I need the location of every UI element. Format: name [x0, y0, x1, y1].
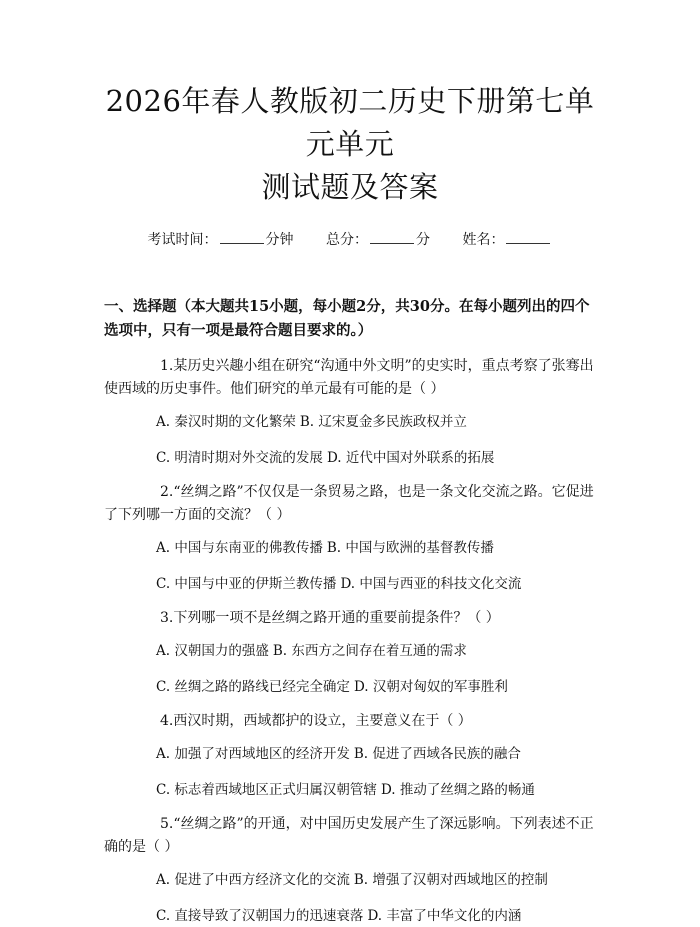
- option-row: [156, 411, 596, 433]
- section-heading: 一、选择题（本大题共15小题，每小题2分，共30分。在每小题列出的四个选项中，只有一项是最符合题目要求的。）: [104, 298, 590, 339]
- option-row: [156, 779, 596, 801]
- question-stem: [104, 355, 596, 401]
- option-b: B. 促进了西域各民族的融合: [353, 746, 521, 762]
- question-text: “丝绸之路”的开通，对中国历史发展产生了深远影响。下列表述不正确的是（ ）: [104, 816, 594, 855]
- option-row: [156, 743, 596, 765]
- question-stem: [104, 710, 596, 733]
- question-stem: [104, 481, 596, 527]
- question-number: 4.: [160, 713, 174, 729]
- option-row: [156, 537, 596, 559]
- option-group: [104, 869, 596, 927]
- option-row: [156, 640, 596, 662]
- option-a: A. 秦汉时期的文化繁荣: [156, 414, 296, 430]
- option-a: A. 促进了中西方经济文化的交流: [156, 872, 350, 888]
- option-c: C. 中国与中亚的伊斯兰教传播: [156, 576, 337, 592]
- exam-meta: [104, 229, 596, 249]
- option-a: A. 中国与东南亚的佛教传播: [156, 540, 323, 556]
- title-line-1: 2026年春人教版初二历史下册第七单元单元: [105, 84, 595, 161]
- option-b: B. 中国与欧洲的基督教传播: [326, 540, 494, 556]
- exam-time-label: 考试时间：: [147, 232, 218, 248]
- question-text: “丝绸之路”不仅仅是一条贸易之路，也是一条文化交流之路。它促进了下列哪一方面的交流？（ ）: [104, 484, 594, 523]
- student-name-blank: [506, 231, 550, 244]
- option-c: C. 直接导致了汉朝国力的迅速衰落: [156, 908, 364, 924]
- option-c: C. 丝绸之路的路线已经完全确定: [156, 679, 350, 695]
- title-line-2: 测试题及答案: [261, 170, 439, 204]
- option-row: [156, 573, 596, 595]
- option-d: D. 推动了丝绸之路的畅通: [380, 782, 535, 798]
- option-d: D. 汉朝对匈奴的军事胜利: [353, 679, 508, 695]
- question-number: 2.: [160, 484, 174, 500]
- total-score-label: 总分：: [326, 232, 368, 248]
- question-number: 5.: [160, 816, 174, 832]
- question-number: 1.: [160, 358, 174, 374]
- student-name-label: 姓名：: [462, 232, 505, 248]
- question-list: [104, 355, 596, 927]
- question-stem: [104, 813, 596, 859]
- question-item: [104, 355, 596, 469]
- exam-time-blank: [220, 231, 264, 244]
- total-score-blank: [370, 231, 414, 244]
- question-item: [104, 481, 596, 595]
- question-item: [104, 710, 596, 801]
- option-row: [156, 905, 596, 927]
- option-c: C. 明清时期对外交流的发展: [156, 450, 323, 466]
- option-group: [104, 743, 596, 801]
- question-number: 3.: [160, 610, 174, 626]
- option-b: B. 东西方之间存在着互通的需求: [272, 643, 467, 659]
- question-text: 西汉时期，西域都护的设立，主要意义在于（ ）: [173, 713, 472, 729]
- option-a: A. 加强了对西域地区的经济开发: [156, 746, 350, 762]
- total-score-unit: 分: [416, 232, 430, 248]
- exam-time-unit: 分钟: [265, 232, 294, 248]
- option-d: D. 中国与西亚的科技文化交流: [340, 576, 522, 592]
- total-score: [326, 232, 434, 248]
- option-group: [104, 640, 596, 698]
- option-a: A. 汉朝国力的强盛: [156, 643, 269, 659]
- exam-time: [148, 232, 298, 248]
- option-c: C. 标志着西域地区正式归属汉朝管辖: [156, 782, 377, 798]
- question-item: [104, 813, 596, 927]
- question-item: [104, 607, 596, 698]
- option-b: B. 辽宋夏金多民族政权并立: [299, 414, 467, 430]
- student-name: [462, 232, 552, 248]
- option-row: [156, 676, 596, 698]
- option-row: [156, 447, 596, 469]
- question-text: 某历史兴趣小组在研究“沟通中外文明”的史实时，重点考察了张骞出使西域的历史事件。他们研究的单元最有可能的是（ ）: [104, 358, 594, 397]
- question-text: 下列哪一项不是丝绸之路开通的重要前提条件？（ ）: [173, 610, 500, 626]
- document-title: [104, 0, 596, 209]
- question-stem: [104, 607, 596, 630]
- option-row: [156, 869, 596, 891]
- option-group: [104, 537, 596, 595]
- option-d: D. 近代中国对外联系的拓展: [326, 450, 495, 466]
- option-group: [104, 411, 596, 469]
- option-d: D. 丰富了中华文化的内涵: [367, 908, 522, 924]
- option-b: B. 增强了汉朝对西域地区的控制: [353, 872, 548, 888]
